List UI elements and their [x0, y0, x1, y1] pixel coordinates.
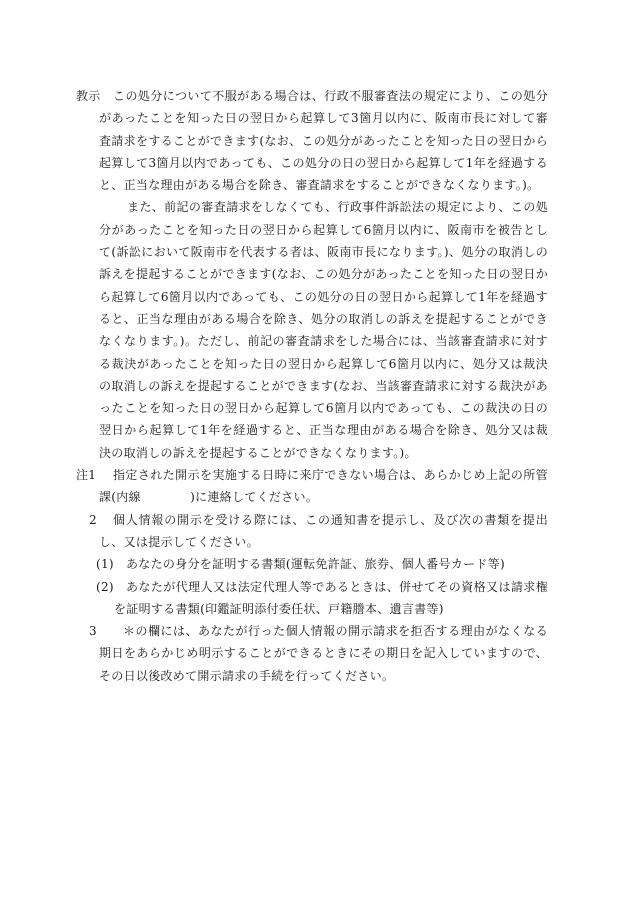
note-2-label: 2	[89, 512, 97, 527]
note-3-label: 3	[89, 624, 97, 639]
note-3	[89, 620, 548, 687]
document-body	[0, 85, 630, 687]
note-2-item-2-text: あなたが代理人又は法定代理人等であるときは、併せてその資格又は請求権を証明する書類(印鑑証明添付委任状、戸籍謄本、遺言書等)	[114, 579, 548, 616]
instruction-label: 教示	[76, 89, 101, 103]
instruction-text-1: この処分について不服がある場合は、行政不服審査法の規定により、この処分があったことを知った日の翌日から起算して3箇月以内に、阪南市長に対して審査請求をすることができます(なお、この処分があったことを知った日の翌日から起算して3箇月以内であっても、この処分の日の翌日から起算して1年を経過すると、正当な理由がある場合を除き、審査請求をすることができなくなります。)。	[99, 89, 548, 193]
note-3-text: ＊の欄には、あなたが行った個人情報の開示請求を拒否する理由がなくなる期日をあらかじめ明示することができるときにその期日を記入していますので、その日以後改めて開示請求の手続を行ってください。	[99, 624, 548, 683]
note-2-item-1-text: あなたの身分を証明する書類(運転免許証、旅券、個人番号カード等)	[126, 557, 505, 572]
instruction-paragraph-2	[99, 196, 548, 464]
instruction-paragraph-1	[76, 85, 548, 196]
note-2-item-1-label: (1)	[96, 557, 114, 572]
note-2-text: 個人情報の開示を受ける際には、この通知書を提示し、及び次の書類を提出し、又は提示してください。	[99, 512, 548, 549]
note-1	[76, 464, 548, 509]
note-2-item-2-label: (2)	[96, 579, 114, 594]
note-2-item-1	[96, 553, 548, 575]
note-1-label: 注1	[76, 468, 97, 483]
note-2	[89, 509, 548, 554]
note-2-item-2	[96, 576, 548, 621]
instruction-text-2: また、前記の審査請求をしなくても、行政事件訴訟法の規定により、この処分があったことを知った日の翌日から起算して6箇月以内に、阪南市を被告として(訴訟において阪南市を代表する者は、阪南市長になります。)、処分の取消しの訴えを提起することができます(なお、この処分があったことを知った日の翌日から起算して6箇月以内であっても、この処分の日の翌日から起算して1年を経過すると、正当な理由がある場合を除き、処分の取消しの訴えを提起することができなくなります。)。ただし、前記の審査請求をした場合には、当該審査請求に対する裁決があったことを知った日の翌日から起算して6箇月以内に、処分又は裁決の取消しの訴えを提起することができます(なお、当該審査請求に対する裁決があったことを知った日の翌日から起算して6箇月以内であっても、この裁決の日の翌日から起算して1年を経過すると、正当な理由がある場合を除き、処分又は裁決の取消しの訴えを提起することができなくなります。)。	[99, 200, 548, 460]
note-1-text: 指定された開示を実施する日時に来庁できない場合は、あらかじめ上記の所管課(内線 )に連絡してください。	[99, 468, 548, 505]
